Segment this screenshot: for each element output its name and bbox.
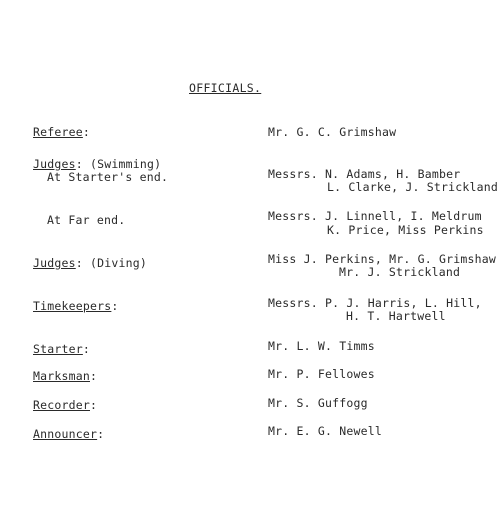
label-marksman: Marksman: [33,369,98,383]
value-timekeepers-line1: Messrs. P. J. Harris, L. Hill, [268,296,482,310]
value-marksman: Mr. P. Fellowes [268,367,375,381]
value-referee: Mr. G. C. Grimshaw [268,125,397,139]
label-starter: Starter: [33,342,90,356]
value-diving-line1: Miss J. Perkins, Mr. G. Grimshaw [268,252,496,266]
label-recorder: Recorder: [33,398,98,412]
label-referee: Referee: [33,125,90,139]
sub-label-starters-end: At Starter's end. [47,170,169,184]
label-judges-swimming: Judges: (Swimming) [33,157,162,171]
value-timekeepers-line2: H. T. Hartwell [346,309,446,323]
sub-label-far-end: At Far end. [47,213,126,227]
value-starters-end-line2: L. Clarke, J. Strickland [327,180,498,194]
label-judges-diving: Judges: (Diving) [33,256,147,270]
value-announcer: Mr. E. G. Newell [268,424,382,438]
value-diving-line2: Mr. J. Strickland [339,265,461,279]
page-title: OFFICIALS. [189,81,262,95]
value-recorder: Mr. S. Guffogg [268,396,368,410]
label-announcer: Announcer: [33,427,105,441]
label-timekeepers: Timekeepers: [33,299,119,313]
value-far-end-line1: Messrs. J. Linnell, I. Meldrum [268,209,482,223]
value-far-end-line2: K. Price, Miss Perkins [327,223,484,237]
value-starter: Mr. L. W. Timms [268,339,375,353]
value-starters-end-line1: Messrs. N. Adams, H. Bamber [268,167,461,181]
